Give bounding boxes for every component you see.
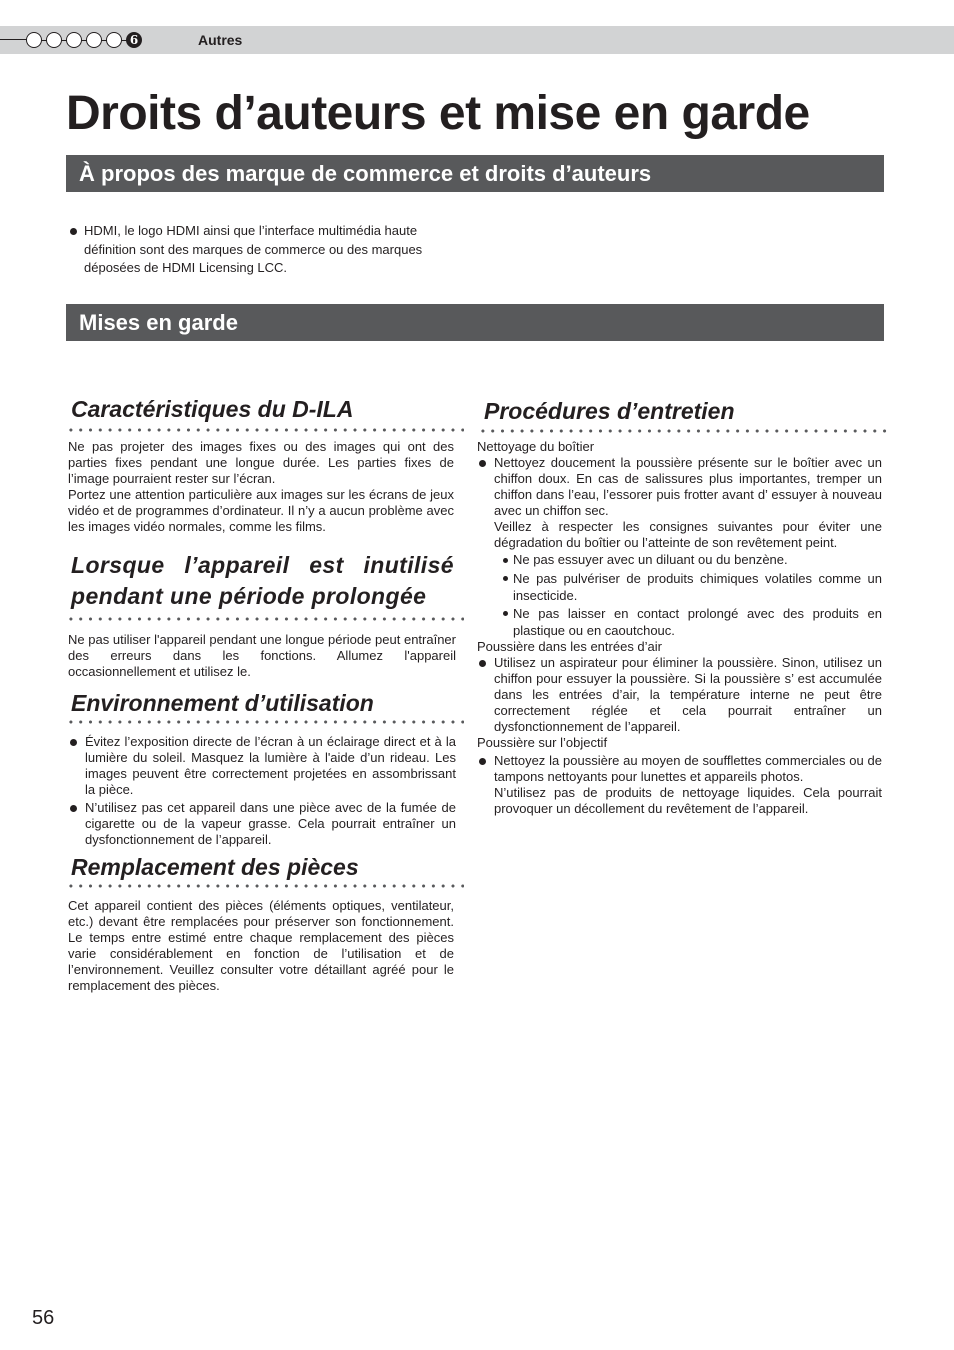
bullet-icon	[503, 611, 508, 616]
dila-paragraph-2: Portez une attention particulière aux images sur les écrans de jeux vidéo et de programmes d’ordinateur. Il n’y a aucun problème avec les images vidéo normales, comme les films.	[68, 487, 454, 534]
cabinet-sub-3: Ne pas laisser en contact prolongé avec des produits en plastique ou en caoutchouc.	[513, 606, 882, 638]
section-header-cautions: Mises en garde	[66, 304, 884, 341]
list-item	[477, 655, 882, 735]
list-item	[477, 753, 882, 785]
chapter-circle-2	[46, 32, 62, 48]
bullet-icon	[70, 805, 77, 812]
bullet-icon	[479, 660, 486, 667]
cabinet-sub-1: Ne pas essuyer avec un diluant ou du benzène.	[513, 552, 788, 567]
replacement-paragraph: Cet appareil contient des pièces (éléments optiques, ventilateur, etc.) devant être remplacées pour préserver son fonctionnement. Le temps entre estimé entre chaque remplacement des pièces varie considérablement en fonction de l’utilisation et de l’environnement. Veuillez consulter votre détaillant agréé pour le remplacement des pièces.	[68, 898, 454, 993]
chapter-indicators	[26, 31, 146, 49]
environment-item-2: N’utilisez pas cet appareil dans une pièce avec de la fumée de cigarette ou de la vapeur grasse. Cela pourrait entraîner un dysfonctionnement de l’appareil.	[85, 800, 456, 847]
heading-unused	[71, 550, 454, 612]
heading-environment: Environnement d’utilisation	[71, 690, 374, 716]
list-item	[477, 570, 882, 604]
heading-dila: Caractéristiques du D-ILA	[71, 396, 354, 422]
trademark-notice	[68, 222, 463, 278]
maintenance-content	[477, 439, 882, 817]
dila-text	[68, 439, 454, 535]
heading-maintenance: Procédures d’entretien	[484, 398, 735, 424]
chapter-circle-5	[106, 32, 122, 48]
bullet-icon	[479, 460, 486, 467]
vents-item: Utilisez un aspirateur pour éliminer la poussière. Sinon, utilisez un chiffon pour essuyer la poussière. Si la poussière s’ est accumulée dans les entrées d’air, la température interne ne peut être correctement réglée et cela pourrait entraîner un dysfonctionnement de l’appareil.	[494, 655, 882, 734]
dotted-divider	[478, 429, 888, 433]
cabinet-item: Nettoyez doucement la poussière présente sur le boîtier avec un chiffon doux. En cas de salissures plus importantes, tremper un chiffon dans l’eau, l’essorer puis frotter avant d’ essuyer à nouveau avec un chiffon sec.	[494, 455, 882, 518]
list-item	[68, 222, 463, 278]
replacement-text	[68, 898, 454, 994]
dotted-divider	[66, 428, 464, 432]
chapter-circle-3	[66, 32, 82, 48]
environment-item-1: Évitez l’exposition directe de l’écran à un éclairage direct et à la lumière du soleil. Masquez la lumière à l'aide d’un rideau. Les images peuvent être correctement projetées en assombrissant la pièce.	[85, 734, 456, 797]
bullet-icon	[70, 228, 77, 235]
dotted-divider	[66, 617, 464, 621]
heading-unused-line-2: pendant une période prolongée	[71, 583, 427, 609]
chapter-circle-4	[86, 32, 102, 48]
environment-list	[68, 734, 456, 848]
bullet-icon	[479, 758, 486, 765]
lens-note: N’utilisez pas de produits de nettoyage liquides. Cela pourrait provoquer un décollement du revêtement de l’appareil.	[494, 785, 882, 816]
heading-unused-line-1: Lorsque l’appareil est inutilisé	[71, 552, 454, 578]
dila-paragraph-1: Ne pas projeter des images fixes ou des images qui ont des parties fixes pendant une longue durée. Les parties fixes de l’image pourraient rester sur l’écran.	[68, 439, 454, 486]
dotted-divider	[66, 884, 464, 888]
chapter-navigation-bar	[0, 26, 954, 54]
list-item	[477, 552, 882, 568]
bullet-icon	[503, 558, 508, 563]
list-item	[477, 605, 882, 639]
page-title: Droits d’auteurs et mise en garde	[66, 87, 810, 140]
vents-label: Poussière dans les entrées d’air	[477, 639, 662, 654]
dotted-divider	[66, 720, 464, 724]
list-item	[68, 734, 456, 798]
section-header-trademarks: À propos des marque de commerce et droits d’auteurs	[66, 155, 884, 192]
bullet-icon	[70, 739, 77, 746]
chapter-circle-current: 6	[126, 32, 142, 48]
chapter-circle-1	[26, 32, 42, 48]
unused-text	[68, 632, 456, 680]
list-item	[477, 455, 882, 519]
cabinet-label: Nettoyage du boîtier	[477, 439, 595, 454]
bullet-icon	[503, 576, 508, 581]
list-item	[68, 800, 456, 848]
heading-replacement: Remplacement des pièces	[71, 854, 359, 880]
cabinet-sub-2: Ne pas pulvériser de produits chimiques volatiles comme un insecticide.	[513, 571, 882, 603]
chapter-label: Autres	[198, 32, 243, 48]
page-number: 56	[32, 1307, 55, 1329]
lens-label: Poussière sur l’objectif	[477, 735, 608, 750]
cabinet-note: Veillez à respecter les consignes suivantes pour éviter une dégradation du boîtier ou l’atteinte de son revêtement peint.	[494, 519, 882, 550]
unused-paragraph: Ne pas utiliser l'appareil pendant une longue période peut entraîner des erreurs dans les fonctions. Allumez l'appareil occasionnellement et utilisez le.	[68, 632, 456, 679]
lens-item: Nettoyez la poussière au moyen de soufflettes commerciales ou de tampons nettoyants pour lunettes et appareils photos.	[494, 753, 882, 784]
trademark-text: HDMI, le logo HDMI ainsi que l’interface multimédia haute définition sont des marques de commerce ou des marques déposées de HDMI Licensing LCC.	[84, 223, 423, 275]
